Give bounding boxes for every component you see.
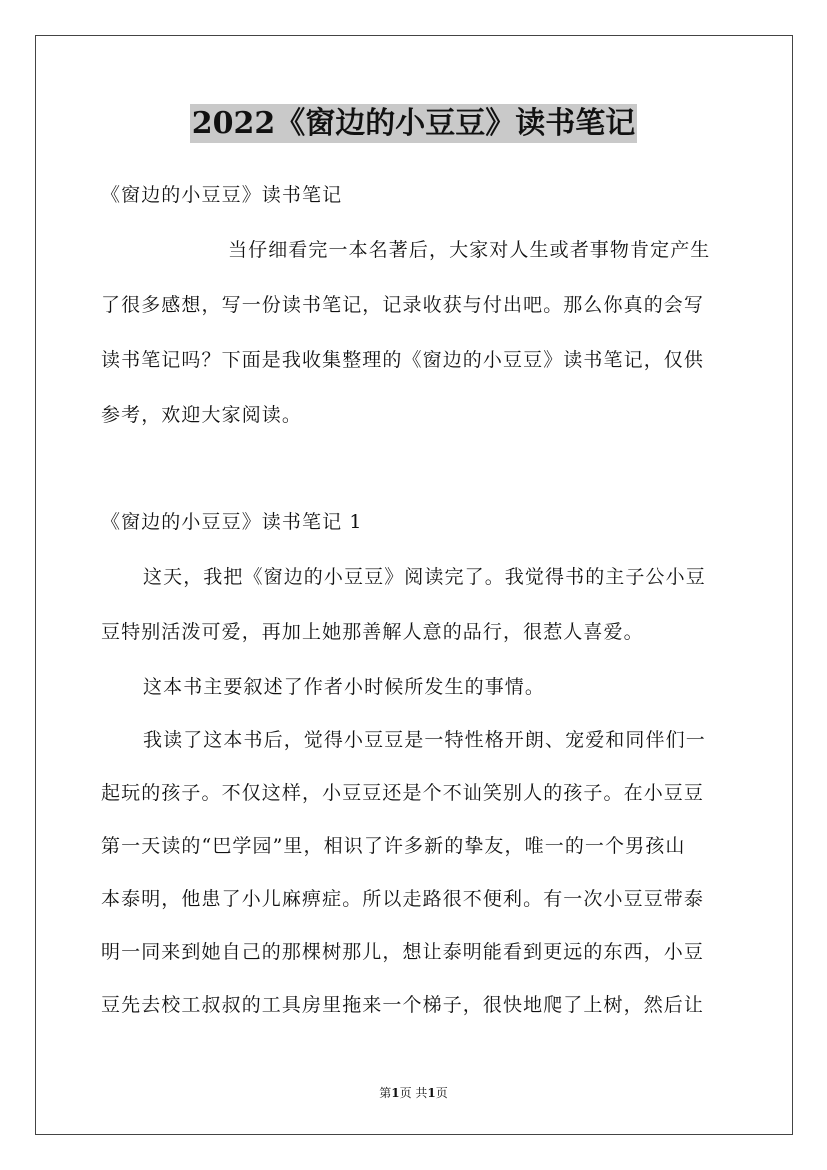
body-line-9: 豆先去校工叔叔的工具房里拖来一个梯子，很快地爬了上树，然后让 [101, 994, 705, 1016]
footer-page-number: 1 [391, 1086, 400, 1100]
intro-line-2: 了很多感想，写一份读书笔记，记录收获与付出吧。那么你真的会写 [101, 294, 705, 316]
body-line-6: 第一天读的“巴学园”里，相识了许多新的挚友，唯一的一个男孩山 [101, 835, 686, 857]
body-line-3: 这本书主要叙述了作者小时候所发生的事情。 [143, 676, 546, 698]
document-title-wrap [0, 98, 827, 142]
footer-total-pages: 1 [427, 1086, 436, 1100]
document-title: 2022《窗边的小豆豆》读书笔记 [191, 106, 636, 141]
body-line-4: 我读了这本书后，觉得小豆豆是一特性格开朗、宠爱和同伴们一 [143, 729, 706, 751]
footer-prefix: 第 [379, 1086, 392, 1100]
intro-line-3: 读书笔记吗？下面是我收集整理的《窗边的小豆豆》读书笔记，仅供 [101, 349, 705, 371]
body-line-2: 豆特别活泼可爱，再加上她那善解人意的品行，很惹人喜爱。 [101, 621, 644, 643]
body-line-8: 明一同来到她自己的那棵树那儿，想让泰明能看到更远的东西，小豆 [101, 941, 705, 963]
body-line-7: 本泰明，他患了小儿麻痹症。所以走路很不便利。有一次小豆豆带泰 [101, 888, 705, 910]
footer-suffix: 页 [435, 1086, 448, 1100]
footer-mid: 页 共 [399, 1086, 428, 1100]
section-heading: 《窗边的小豆豆》读书笔记 1 [101, 511, 363, 533]
subtitle: 《窗边的小豆豆》读书笔记 [101, 184, 343, 206]
body-line-5: 起玩的孩子。不仅这样，小豆豆还是个不讪笑别人的孩子。在小豆豆 [101, 782, 705, 804]
page-footer [0, 1084, 827, 1101]
body-line-1: 这天，我把《窗边的小豆豆》阅读完了。我觉得书的主子公小豆 [143, 566, 706, 588]
intro-line-1: 当仔细看完一本名著后，大家对人生或者事物肯定产生 [228, 239, 711, 261]
intro-line-4: 参考，欢迎大家阅读。 [101, 404, 303, 426]
